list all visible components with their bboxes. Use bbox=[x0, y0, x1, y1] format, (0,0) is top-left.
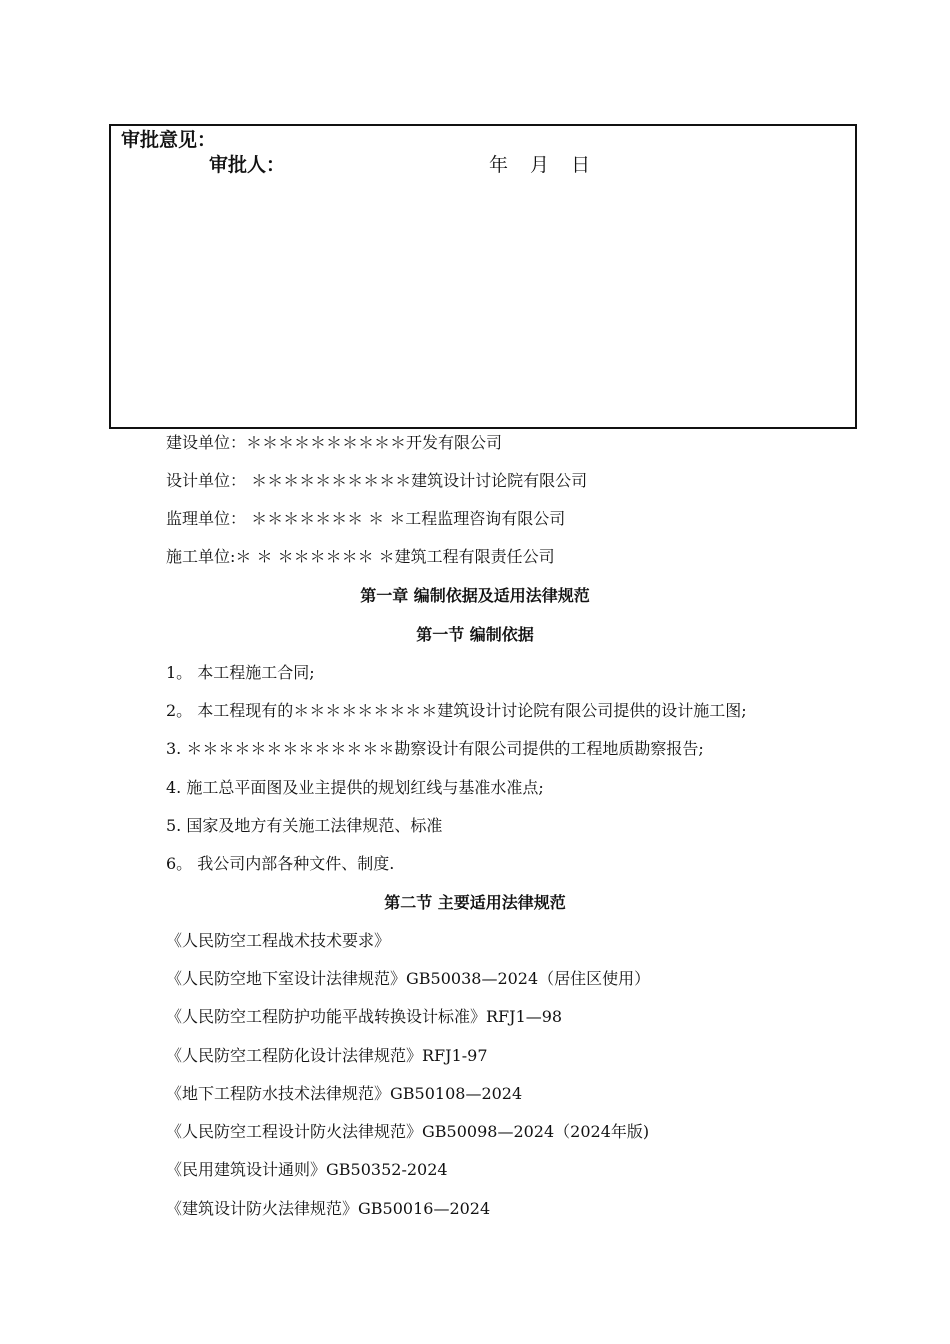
basis-item: 3. ＊＊＊＊＊＊＊＊＊＊＊＊＊勘察设计有限公司提供的工程地质勘察报告; bbox=[166, 739, 704, 758]
contractor-unit: 施工单位:＊ ＊ ＊＊＊＊＊＊ ＊建筑工程有限责任公司 bbox=[166, 547, 555, 566]
regulation-item: 《民用建筑设计通则》GB50352-2024 bbox=[166, 1160, 448, 1179]
regulation-item: 《人民防空工程防化设计法律规范》RFJ1-97 bbox=[166, 1046, 488, 1065]
basis-item: 6。 我公司内部各种文件、制度. bbox=[166, 854, 395, 873]
regulation-item: 《人民防空工程防护功能平战转换设计标准》RFJ1—98 bbox=[166, 1007, 563, 1026]
regulation-item: 《地下工程防水技术法律规范》GB50108—2024 bbox=[166, 1084, 523, 1103]
approval-box bbox=[109, 124, 857, 429]
section2-title: 第二节 主要适用法律规范 bbox=[384, 893, 566, 912]
section1-title: 第一节 编制依据 bbox=[416, 625, 534, 644]
basis-item: 1。 本工程施工合同; bbox=[166, 663, 315, 682]
approval-date-label: 年 月 日 bbox=[489, 154, 591, 176]
regulation-item: 《人民防空地下室设计法律规范》GB50038—2024（居住区使用） bbox=[166, 969, 651, 988]
regulation-item: 《人民防空工程战术技术要求》 bbox=[166, 931, 391, 950]
regulation-item: 《人民防空工程设计防火法律规范》GB50098—2024（2024年版) bbox=[166, 1122, 650, 1141]
approval-opinion-label: 审批意见： bbox=[121, 129, 217, 151]
approver-label: 审批人： bbox=[209, 154, 286, 176]
basis-item: 5. 国家及地方有关施工法律规范、标准 bbox=[166, 816, 443, 835]
chapter-title: 第一章 编制依据及适用法律规范 bbox=[360, 586, 590, 605]
basis-item: 2。 本工程现有的＊＊＊＊＊＊＊＊＊建筑设计讨论院有限公司提供的设计施工图; bbox=[166, 701, 747, 720]
regulation-item: 《建筑设计防火法律规范》GB50016—2024 bbox=[166, 1199, 491, 1218]
design-unit: 设计单位： ＊＊＊＊＊＊＊＊＊＊建筑设计讨论院有限公司 bbox=[166, 471, 588, 490]
supervision-unit: 监理单位： ＊＊＊＊＊＊＊ ＊ ＊工程监理咨询有限公司 bbox=[166, 509, 566, 528]
basis-item: 4. 施工总平面图及业主提供的规划红线与基准水准点; bbox=[166, 778, 544, 797]
construction-unit: 建设单位：＊＊＊＊＊＊＊＊＊＊开发有限公司 bbox=[166, 433, 503, 452]
